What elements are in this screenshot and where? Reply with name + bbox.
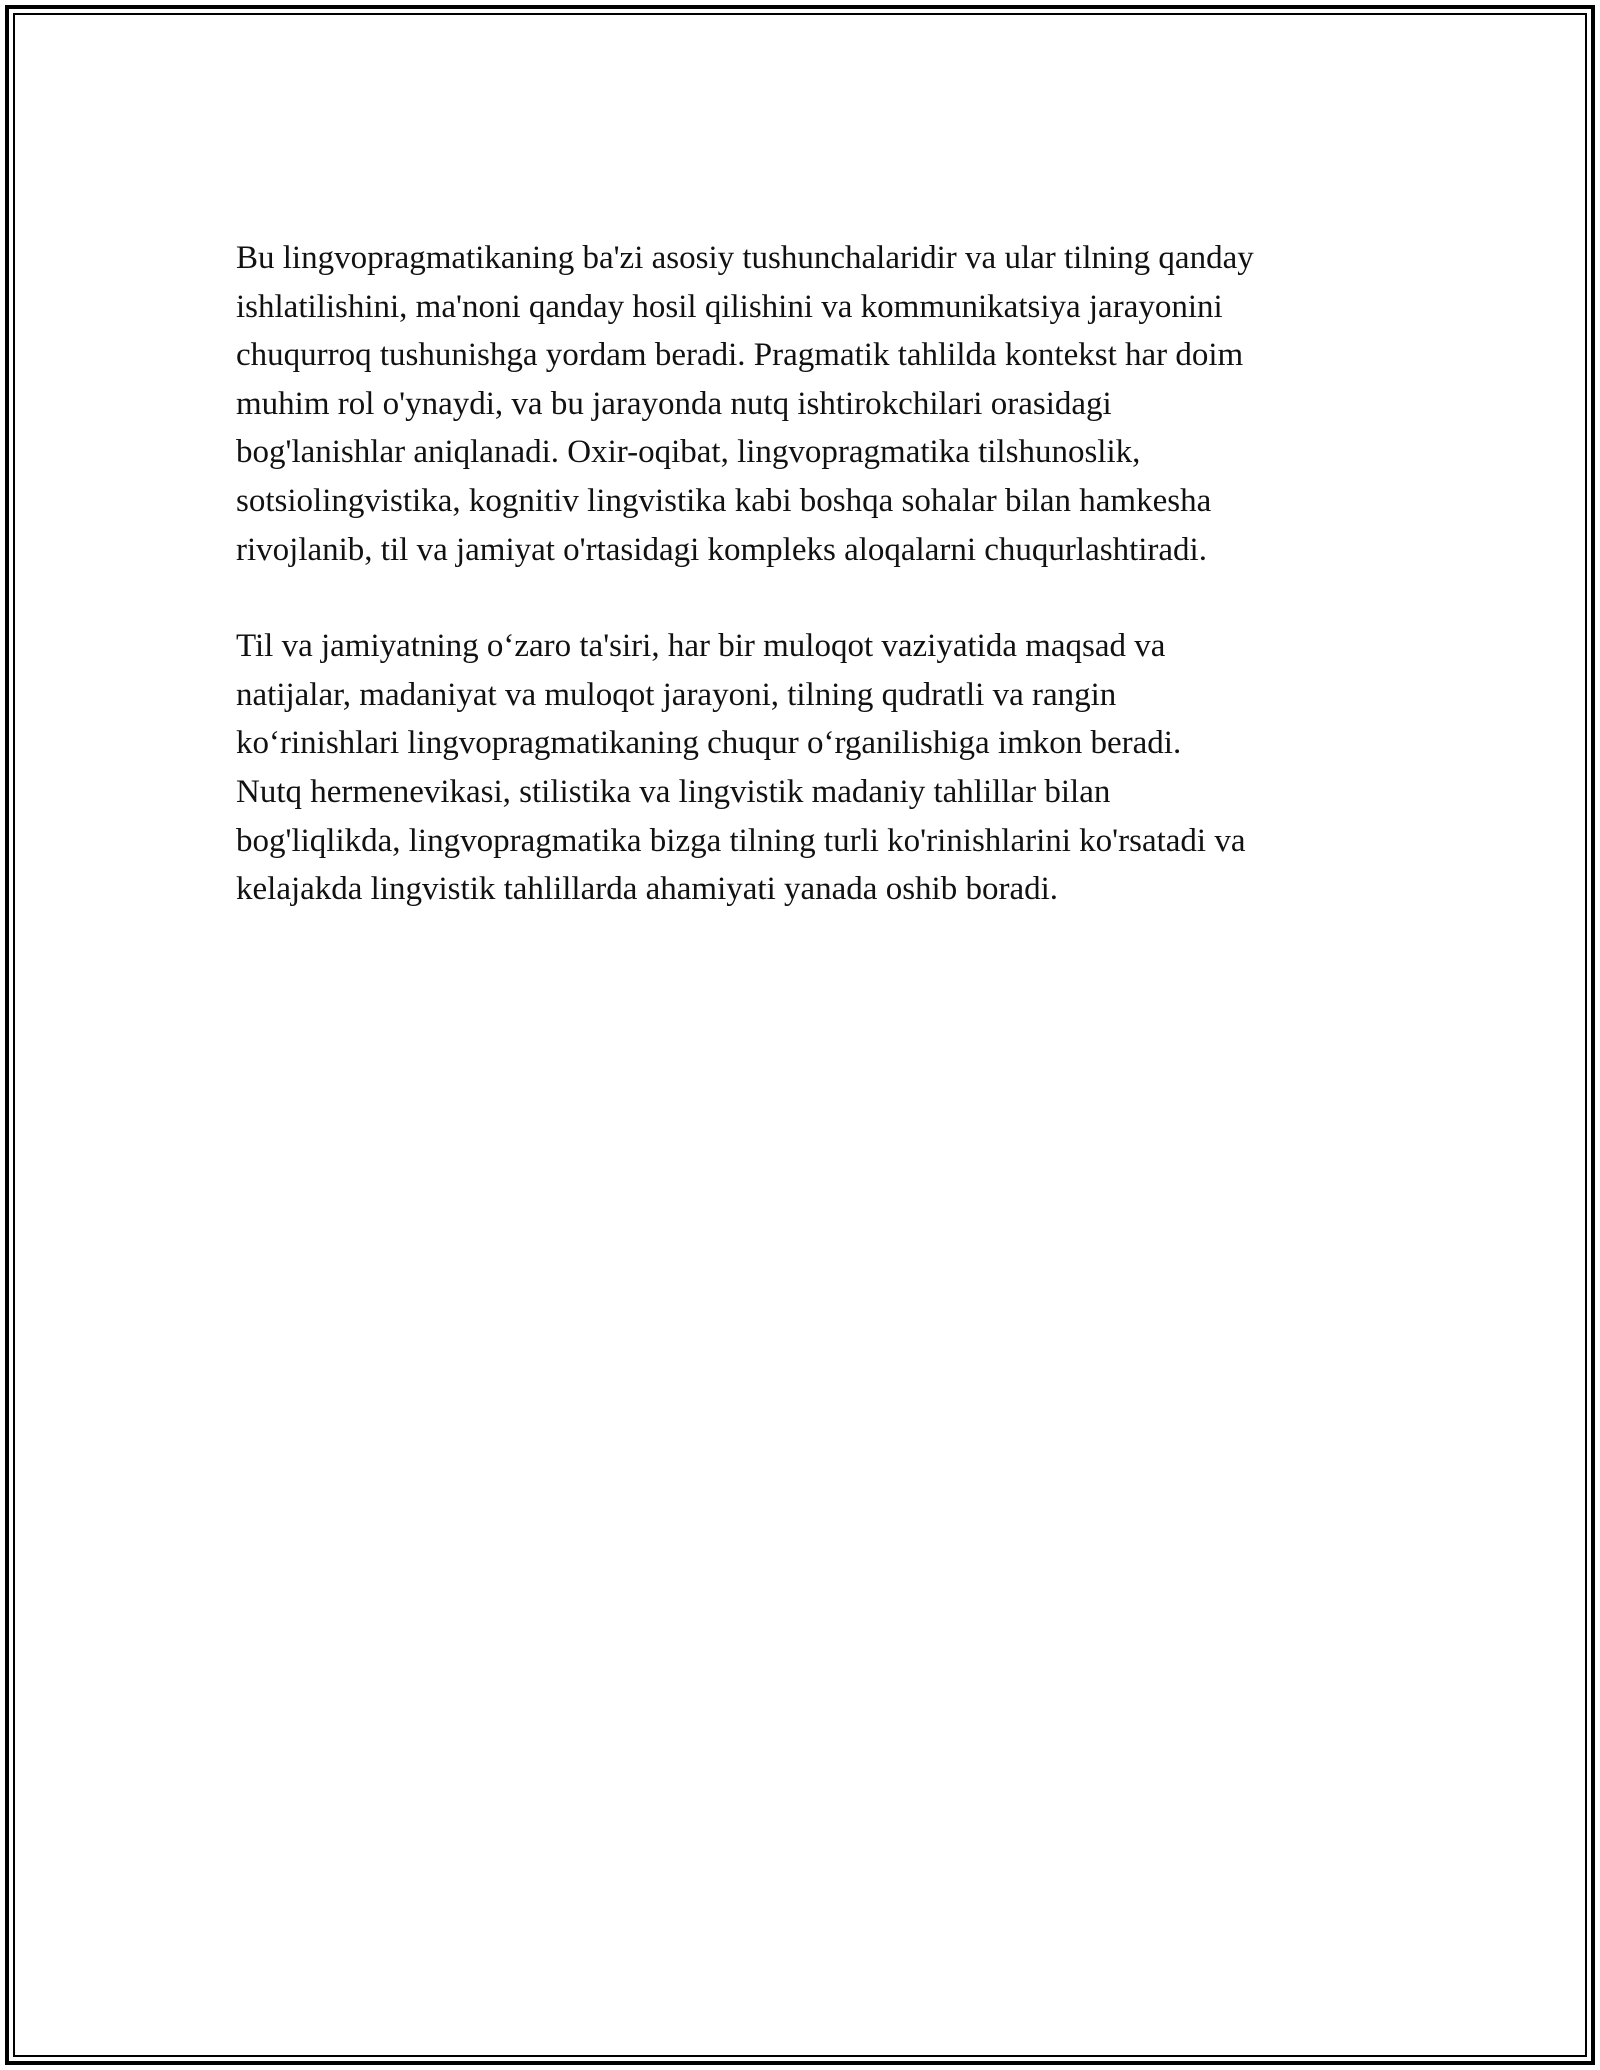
text-line: muhim rol o'ynaydi, va bu jarayonda nutq ishtirokchilari orasidagi [236, 385, 1112, 422]
text-line: kelajakda lingvistik tahlillarda ahamiyati yanada oshib boradi. [236, 871, 1059, 908]
text-line: ko‘rinishlari lingvopragmatikaning chuqur o‘rganilishiga imkon beradi. [236, 725, 1182, 762]
text-line: rivojlanib, til va jamiyat o'rtasidagi kompleks aloqalarni chuqurlashtiradi. [236, 531, 1207, 568]
text-line: bog'lanishlar aniqlanadi. Oxir-oqibat, lingvopragmatika tilshunoslik, [236, 434, 1141, 471]
paragraph-2 [236, 622, 1376, 914]
text-line: natijalar, madaniyat va muloqot jarayoni, tilning qudratli va rangin [236, 676, 1117, 713]
text-line: Nutq hermenevikasi, stilistika va lingvistik madaniy tahlillar bilan [236, 773, 1111, 810]
text-line: Bu lingvopragmatikaning ba'zi asosiy tushunchalaridir va ular tilning qanday [236, 240, 1254, 276]
text-line: sotsiolingvistika, kognitiv lingvistika kabi boshqa sohalar bilan hamkesha [236, 482, 1212, 519]
paragraph-1 [236, 234, 1376, 574]
text-line: ishlatilishini, ma'noni qanday hosil qilishini va kommunikatsiya jarayonini [236, 288, 1223, 325]
text-line: bog'liqlikda, lingvopragmatika bizga tilning turli ko'rinishlarini ko'rsatadi va [236, 822, 1246, 859]
document-body [236, 234, 1376, 914]
text-line: chuqurroq tushunishga yordam beradi. Pragmatik tahlilda kontekst har doim [236, 337, 1244, 374]
text-line: Til va jamiyatning o‘zaro ta'siri, har bir muloqot vaziyatida maqsad va [236, 628, 1166, 665]
